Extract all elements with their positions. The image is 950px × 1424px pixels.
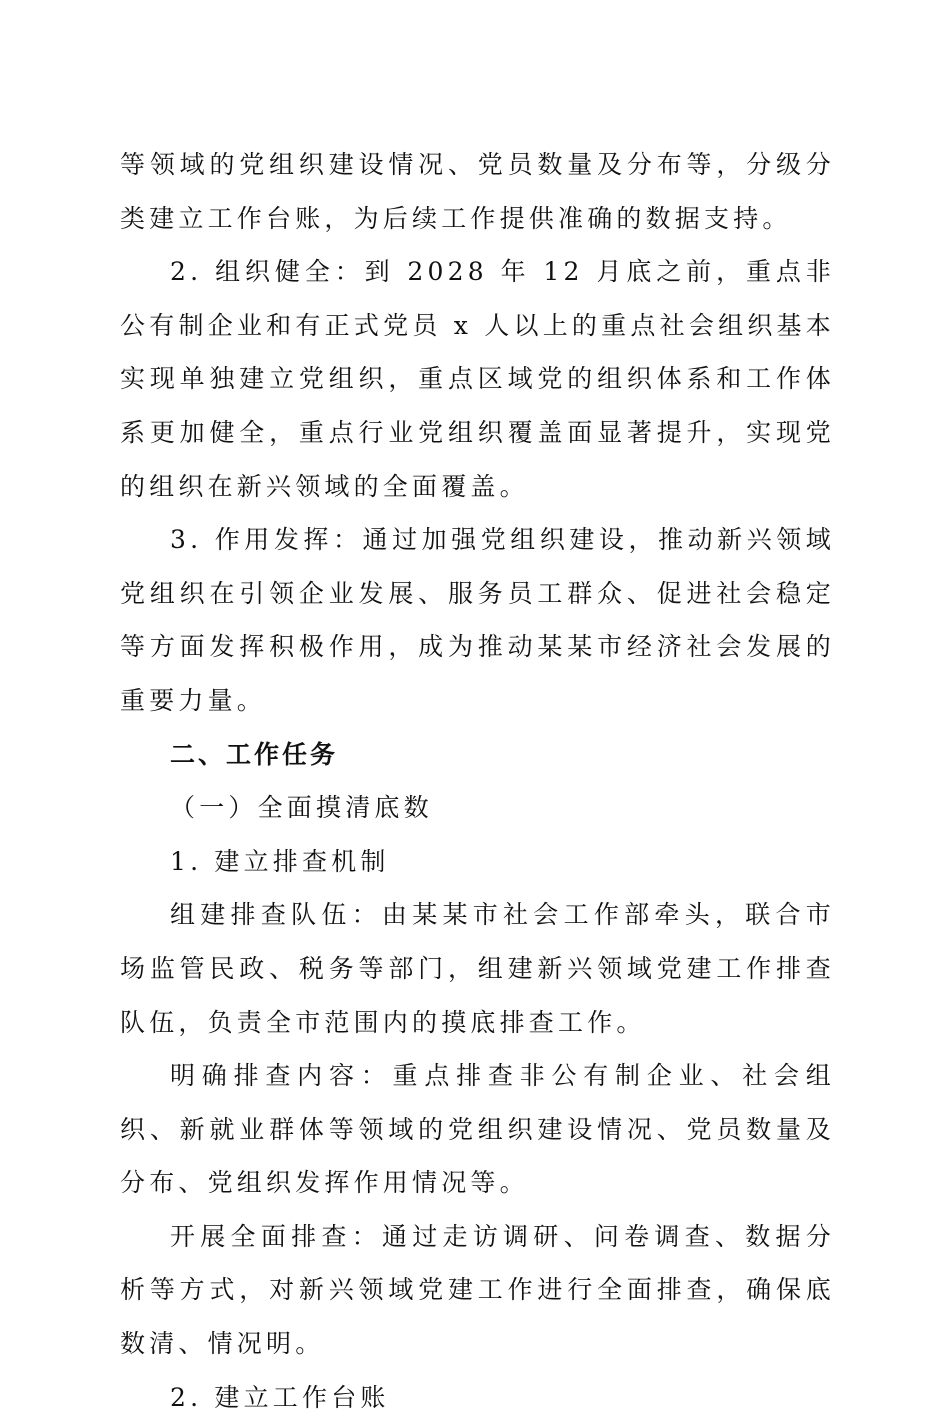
goal-role-paragraph: 3. 作用发挥：通过加强党组织建设，推动新兴领域党组织在引领企业发展、服务员工群众、促进社会稳定等方面发挥积极作用，成为推动某某市经济社会发展的重要力量。 xyxy=(120,525,835,715)
document-body xyxy=(120,138,835,1424)
continued-paragraph: 等领域的党组织建设情况、党员数量及分布等，分级分类建立工作台账，为后续工作提供准确的数据支持。 xyxy=(120,150,835,233)
goal-organization-paragraph: 2. 组织健全：到 2028 年 12 月底之前，重点非公有制企业和有正式党员 x 人以上的重点社会组织基本实现单独建立党组织，重点区域党的组织体系和工作体系更加健全，重点行业党组织覆盖面显著提升，实现党的组织在新兴领域的全面覆盖。 xyxy=(120,257,835,501)
investigation-paragraph: 开展全面排查：通过走访调研、问卷调查、数据分析等方式，对新兴领域党建工作进行全面排查，确保底数清、情况明。 xyxy=(120,1221,835,1359)
item-heading-ledger: 2. 建立工作台账 xyxy=(170,1382,390,1412)
subsection-heading-baseline: （一）全面摸清底数 xyxy=(170,793,433,823)
item-heading-mechanism: 1. 建立排查机制 xyxy=(170,846,390,876)
team-paragraph: 组建排查队伍：由某某市社会工作部牵头，联合市场监管民政、税务等部门，组建新兴领域党建工作排查队伍，负责全市范围内的摸底排查工作。 xyxy=(120,900,835,1037)
section-heading-tasks: 二、工作任务 xyxy=(170,739,339,769)
content-paragraph: 明确排查内容：重点排查非公有制企业、社会组织、新就业群体等领域的党组织建设情况、党员数量及分布、党组织发挥作用情况等。 xyxy=(120,1061,835,1198)
